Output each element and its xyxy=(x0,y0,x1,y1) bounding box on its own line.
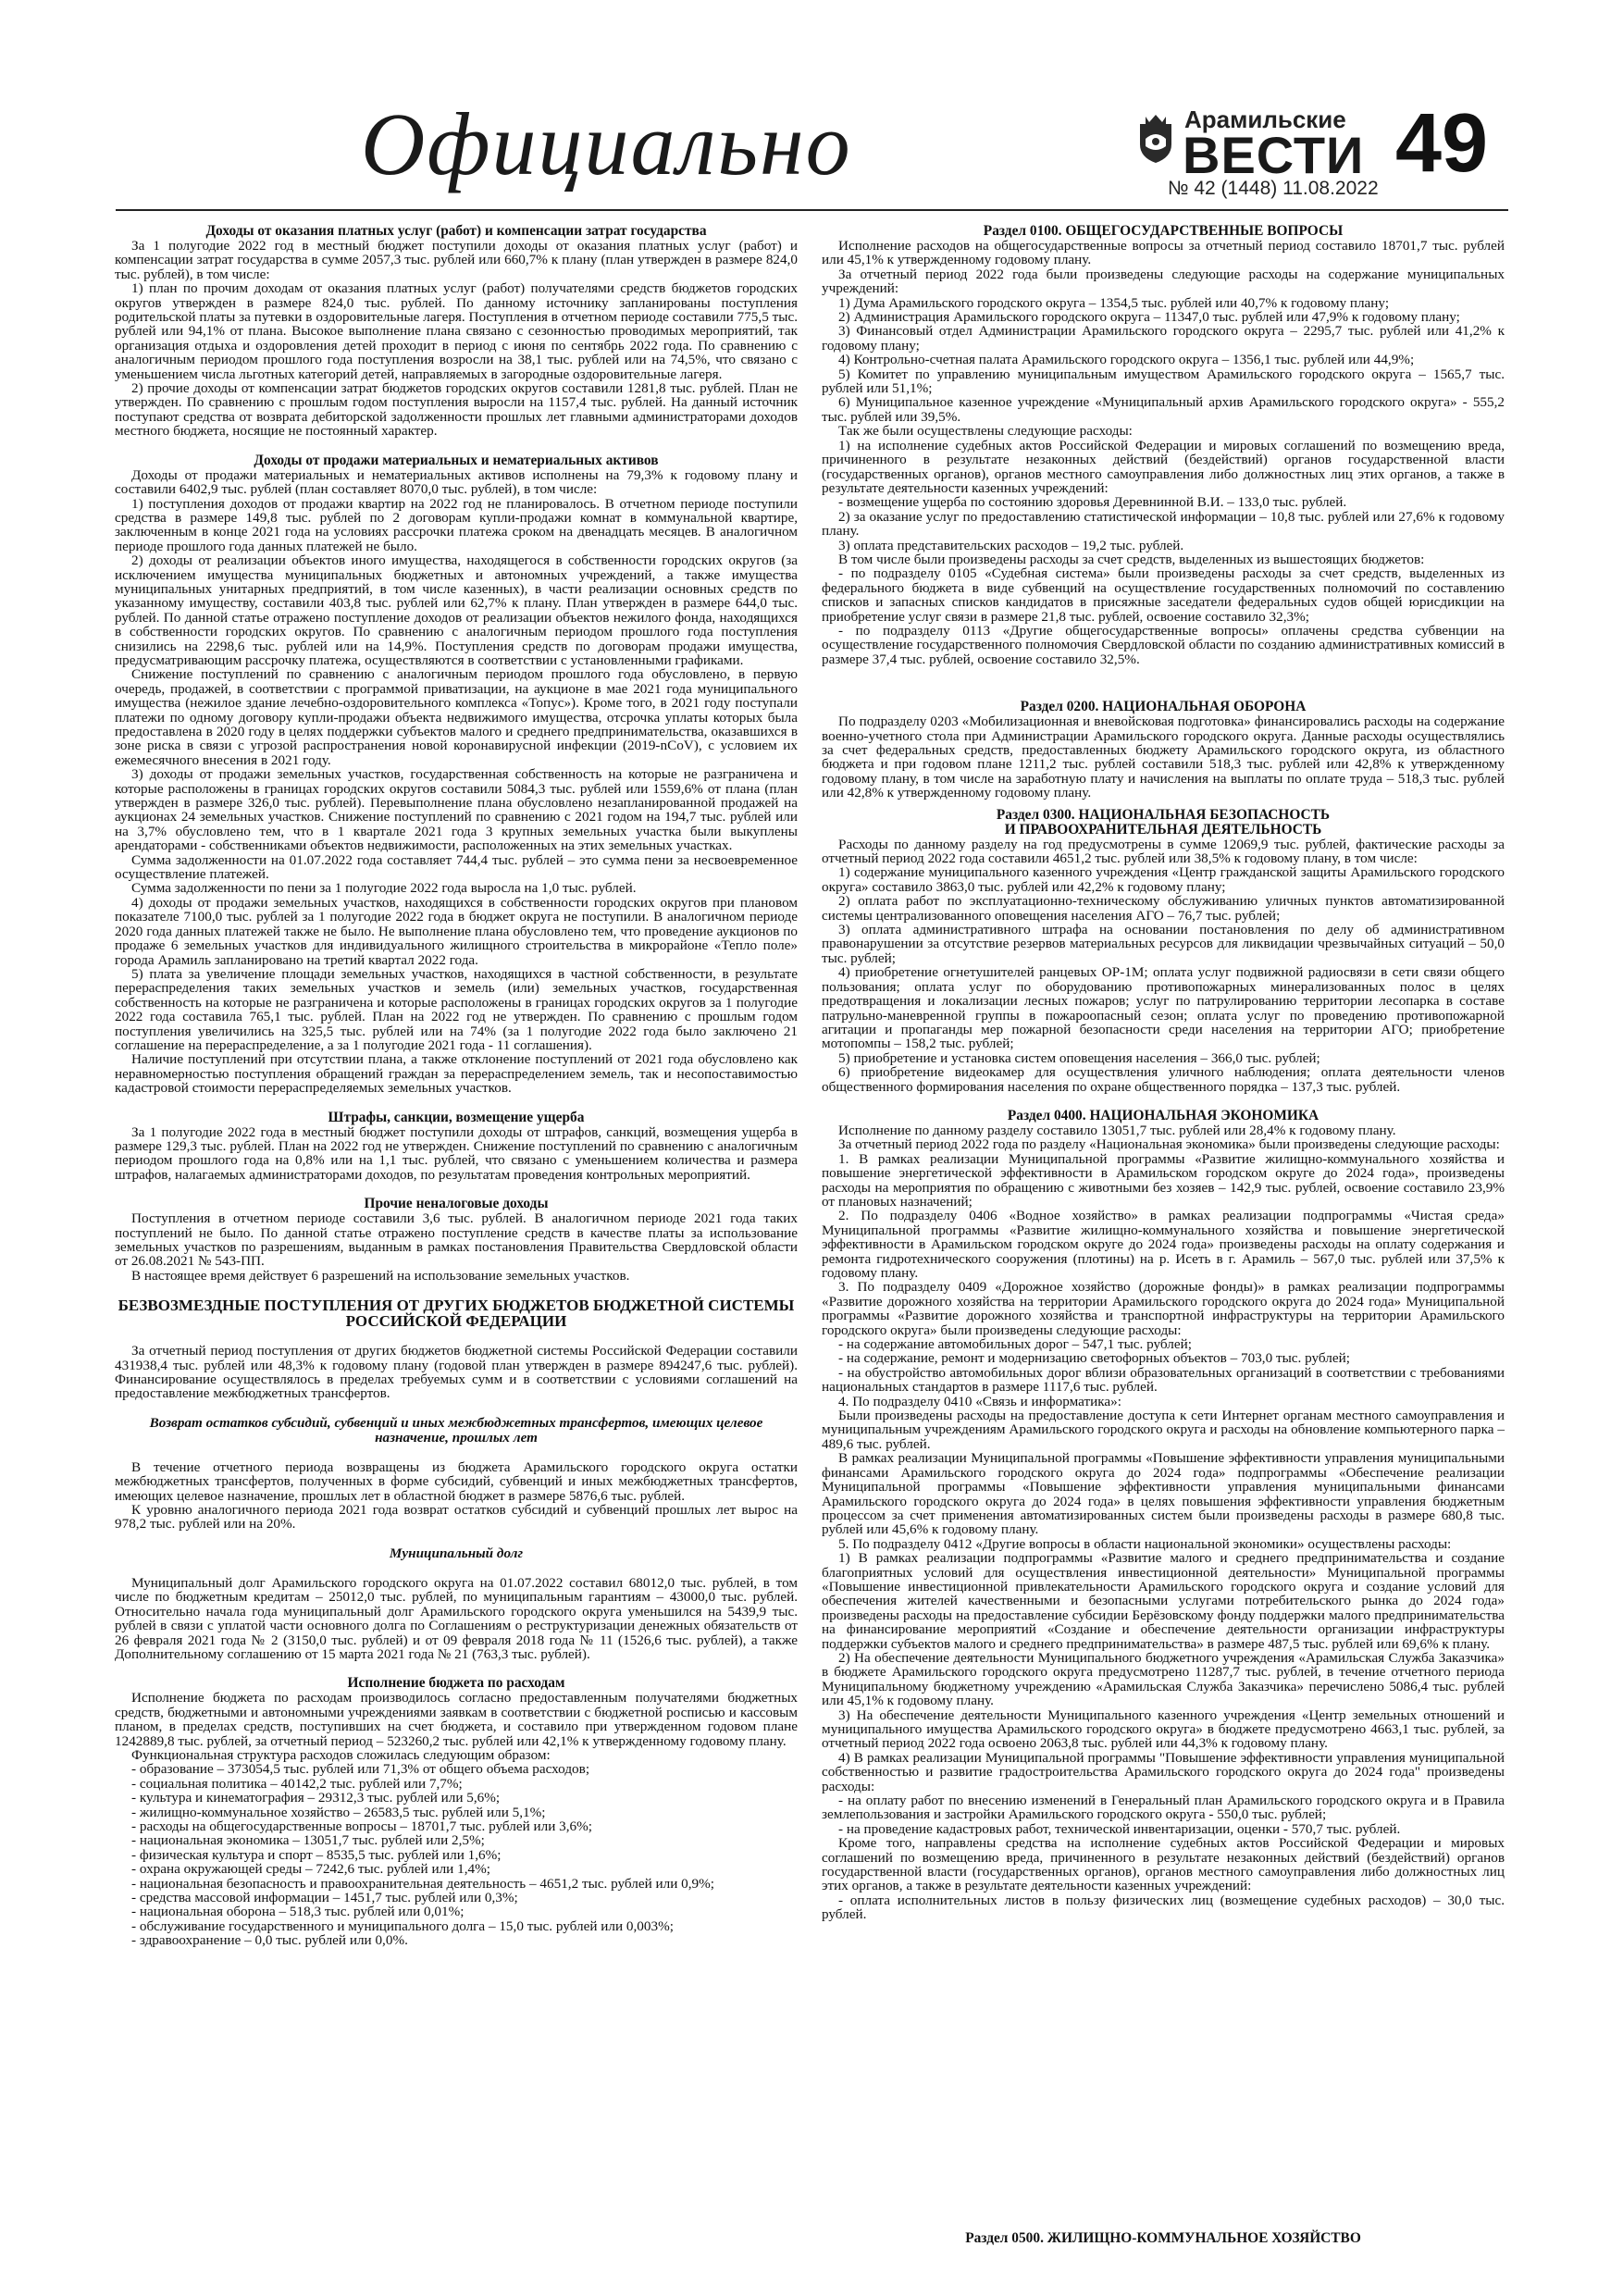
paragraph: 4) приобретение огнетушителей ранцевых ОР-1М; оплата услуг подвижной радиосвязи в сети связи общего пользования; оплата услуг по оборудованию противопожарных минерализованных полос в целях предотвращения и локализации лесных пожаров; услуг по патрулированию территории лесопарка в составе патрульно-маневренной группы в пожароопасный сезон; оплата услуг по проведению противопожарной агитации и пропаганды мер пожарной безопасности среди населения на территории АГО; приобретение мотопомпы – 158,2 тыс. рублей; xyxy=(822,964,1505,1052)
spacer xyxy=(115,1096,798,1111)
logo-main-text: ВЕСТИ xyxy=(1183,126,1365,184)
paragraph: - жилищно-коммунальное хозяйство – 26583,5 тыс. рублей или 5,1%; xyxy=(131,1804,546,1820)
right-column xyxy=(822,224,1505,1922)
paragraph: - средства массовой информации – 1451,7 тыс. рублей или 0,3%; xyxy=(131,1890,518,1905)
paragraph: - возмещение ущерба по состоянию здоровья Деревнинной В.И. – 133,0 тыс. рублей. xyxy=(838,494,1347,511)
section-heading: Раздел 0300. НАЦИОНАЛЬНАЯ БЕЗОПАСНОСТЬ xyxy=(996,806,1331,823)
section-heading: Раздел 0100. ОБЩЕГОСУДАРСТВЕННЫЕ ВОПРОСЫ xyxy=(983,223,1344,239)
paragraph: 1) поступления доходов от продажи квартир на 2022 год не планировалось. В отчетном периоде поступили средства в размере 149,8 тыс. рублей по 2 договорам купли-продажи комнат в коммунальной квартире, заключенным в конце 2021 года на условиях рассрочки платежа сроком на двенадцать месяцев. В аналогичном периоде прошлого года данных платежей не было. xyxy=(115,495,798,554)
paragraph: - социальная политика – 40142,2 тыс. рублей или 7,7%; xyxy=(131,1775,463,1792)
paragraph: За отчетный период 2022 года были произведены следующие расходы на содержание муниципальных учреждений: xyxy=(822,266,1505,297)
paragraph: - культура и кинематография – 29312,3 тыс. рублей или 5,6%; xyxy=(131,1790,501,1806)
paragraph: 2) за оказание услуг по предоставлению статистической информации – 10,8 тыс. рублей или 27,6% к годовому плану. xyxy=(822,508,1505,540)
paragraph: В рамках реализации Муниципальной программы «Повышение эффективности управления муниципальными финансами Арамильского городского округа до 2024 года» подпрограммы «Обеспечение реализации Муниципальной программы «Повышение эффективности управления муниципальными финансами Арамильского городского округа до 2024 года» в целях повышения эффективности управления бюджетным процессом за счет применения автоматизированных систем были произведены расходы в размере 680,8 тыс. рублей или 45,6% к годовому плану. xyxy=(822,1450,1505,1538)
paragraph: - национальная оборона – 518,3 тыс. рублей или 0,01%; xyxy=(131,1904,465,1920)
paragraph: За отчетный период поступления от других бюджетов бюджетной системы Российской Федерации составили 431938,4 тыс. рублей или 48,3% к годовому плану (годовой план утвержден в размере 894247,6 тыс. рублей). Финансирование осуществлялось в пределах требуемых сумм и в соответствии с условиями соглашений на предоставление межбюджетных трансфертов. xyxy=(115,1343,798,1402)
logo-top-text: Арамильские xyxy=(1184,105,1346,133)
left-column xyxy=(115,224,798,1948)
paragraph: Наличие поступлений при отсутствии плана, а также отклонение поступлений от 2021 года обусловлено как неравномерностью поступления обращений граждан за перераспределением земель, так и несопоставимостью кадастровой стоимости перераспределяемых земельных участков. xyxy=(115,1051,798,1097)
paragraph: 1. В рамках реализации Муниципальной программы «Развитие жилищно-коммунального хозяйства и повышение энергетической эффективности в Арамильском городском округе до 2024 года», произведены расходы на мероприятия по обращению с животными без хозяев – 142,9 тыс. рублей, освоение составило 23,9% от плановых назначений; xyxy=(822,1150,1505,1210)
paragraph: - по подразделу 0105 «Судебная система» были произведены расходы за счет средств, выделенных из федерального бюджета в виде субвенций на осуществление государственных полномочий по составлению списков и запасных списков кандидатов в присяжные заседатели федеральных судов общей юрисдикции на приобретение услуг связи в размере 21,8 тыс. рублей, освоение составило 32,3%; xyxy=(822,565,1505,625)
paragraph: Поступления в отчетном периоде составили 3,6 тыс. рублей. В аналогичном периоде 2021 года таких поступлений не было. По данной статье отражено поступление средств в качестве платы за использование земельных участков по разрешениям, выданным в рамках постановления Правительства Свердловской области от 26.08.2021 № 543-ПП. xyxy=(115,1210,798,1270)
section-heading: Раздел 0200. НАЦИОНАЛЬНАЯ ОБОРОНА xyxy=(1020,699,1307,715)
paragraph: Муниципальный долг Арамильского городского округа на 01.07.2022 составил 68012,0 тыс. рублей, в том числе по бюджетным кредитам – 25012,0 тыс. рублей, по муниципальным гарантиям – 43000,0 тыс. рублей. Относительно начала года муниципальный долг Арамильского городского округа уменьшился на 5439,9 тыс. рублей в связи с уплатой части основного долга по Соглашениям о реструктуризации денежных обязательств от 26 февраля 2021 года № 2 (3150,0 тыс. рублей) и от 09 февраля 2018 года № 11 (1526,6 тыс. рублей), а также Дополнительному соглашению от 15 марта 2021 года № 21 (763,3 тыс. рублей). xyxy=(115,1574,798,1662)
paragraph: 2) На обеспечение деятельности Муниципального бюджетного учреждения «Арамильская Служба Заказчика» в бюджете Арамильского городского округа предусмотрено 11287,7 тыс. рублей, в течение отчетного периода Муниципальному бюджетному учреждению «Арамильская Служба Заказчика» перечислено 5086,4 тыс. рублей или 45,1% к годовому плану. xyxy=(822,1649,1505,1709)
paragraph: 1) В рамках реализации подпрограммы «Развитие малого и среднего предпринимательства и создание благоприятных условий для осуществления инвестиционной деятельности» Муниципальной программы «Повышение инвестиционной привлекательности Арамильского городского округа и создание условий для обеспечения жителей качественными и безопасными услугами потребительского рынка до 2024 года» произведены расходы на предоставление субсидии Берёзовскому фонду поддержки малого предпринимательства на финансирование мероприятий «Создание и обеспечение деятельности организации инфраструктуры поддержки субъектов малого и среднего предпринимательства» в размере 487,5 тыс. рублей или 69,6% к плану. xyxy=(822,1550,1505,1652)
spacer xyxy=(822,1094,1505,1109)
paragraph: Кроме того, направлены средства на исполнение судебных актов Российской Федерации и мировых соглашений по возмещению вреда, причиненного в результате незаконных действий (бездействий) органов государственной власти (государственных органов), органов местного самоуправления либо должностных лиц этих органов, а также в результате деятельности казенных учреждений: xyxy=(822,1835,1505,1894)
page-header xyxy=(0,0,1623,213)
paragraph: В том числе были произведены расходы за счет средств, выделенных из вышестоящих бюджетов: xyxy=(838,551,1425,567)
paragraph: 3) доходы от продажи земельных участков, государственная собственность на которые не разграничена и которые расположены в границах городских округов составили 5084,3 тыс. рублей или 1559,6% от плана (план утвержден в размере 326,0 тыс. рублей). Перевыполнение плана обусловлено незапланированной продажей на аукционах 24 земельных участков. Снижение поступлений по сравнению с 2021 годом на 194,7 тыс. рублей или на 3,7% обусловлено тем, что в 1 квартале 2021 года 3 крупных земельных участка были выкуплены арендаторами - собственниками объектов недвижимости, расположенных на этих земельных участках. xyxy=(115,766,798,854)
section-heading: Раздел 0400. НАЦИОНАЛЬНАЯ ЭКОНОМИКА xyxy=(1007,1107,1319,1123)
section-heading: БЕЗВОЗМЕЗДНЫЕ ПОСТУПЛЕНИЯ ОТ ДРУГИХ БЮДЖЕТОВ БЮДЖЕТНОЙ СИСТЕМЫ РОССИЙСКОЙ ФЕДЕРАЦИИ xyxy=(118,1297,795,1331)
paragraph: - здравоохранение – 0,0 тыс. рублей или 0,0%. xyxy=(131,1932,408,1949)
spacer xyxy=(115,439,798,453)
section-heading: Штрафы, санкции, возмещение ущерба xyxy=(328,1109,585,1125)
paragraph: 4) Контрольно-счетная палата Арамильского городского округа – 1356,1 тыс. рублей или 44,9%; xyxy=(838,352,1415,368)
newspaper-logo xyxy=(1136,102,1365,185)
spacer xyxy=(115,1401,798,1416)
section-heading: Прочие неналоговые доходы xyxy=(364,1196,549,1212)
paragraph: 1) содержание муниципального казенного учреждения «Центр гражданской защиты Арамильского городского округа» составило 3863,0 тыс. рублей или 42,2% к годовому плану; xyxy=(822,864,1505,895)
paragraph: Снижение поступлений по сравнению с аналогичным периодом прошлого года обусловлено, в первую очередь, продажей, в соответствии с программой приватизации, на аукционе в мае 2021 года муниципального имущества (нежилое здание лечебно-оздоровительного комплекса «Топус»). Кроме того, в 2021 году поступали платежи по одному договору купли-продажи объекта недвижимого имущества, отсрочка уплаты которых была предоставлена в 2020 году в целях поддержки субъектов малого и среднего предпринимательства, оказавшихся в зоне риска в связи с угрозой распространения новой коронавирусной инфекции (2019-nCoV), с условием их ежемесячного внесения в 2021 году. xyxy=(115,666,798,768)
paragraph: 6) приобретение видеокамер для осуществления уличного наблюдения; оплата деятельности членов общественного формирования населения по охране общественного порядка – 137,3 тыс. рублей. xyxy=(822,1064,1505,1095)
paragraph: 3) На обеспечение деятельности Муниципального казенного учреждения «Центр земельных отношений и муниципального имущества Арамильского городского округа» в бюджете предусмотрено 4663,1 тыс. рублей, за отчетный период 2022 года освоено 2063,8 тыс. рублей или 44,3% к годовому плану. xyxy=(822,1706,1505,1752)
paragraph: 2) Администрация Арамильского городского округа – 11347,0 тыс. рублей или 47,9% к годовому плану; xyxy=(838,309,1460,326)
page-number: 49 xyxy=(1395,97,1489,190)
section-title: Официально xyxy=(361,94,852,193)
header-divider xyxy=(116,209,1508,211)
paragraph: - оплата исполнительных листов в пользу физических лиц (возмещение судебных расходов) – 30,0 тыс. рублей. xyxy=(822,1892,1505,1923)
paragraph: - национальная экономика – 13051,7 тыс. рублей или 2,5%; xyxy=(131,1832,485,1849)
paragraph: - на содержание, ремонт и модернизацию светофорных объектов – 703,0 тыс. рублей; xyxy=(838,1350,1350,1367)
paragraph: - на проведение кадастровых работ, технической инвентаризации, оценки - 570,7 тыс. рублей. xyxy=(838,1820,1401,1837)
paragraph: - охрана окружающей среды – 7242,6 тыс. рублей или 1,4%; xyxy=(131,1861,490,1878)
paragraph: За 1 полугодие 2022 год в местный бюджет поступили доходы от оказания платных услуг (работ) и компенсации затрат государства в сумме 2057,3 тыс. рублей или 660,7% к плану (план утвержден в размере 824,0 тыс. рублей), в том числе: xyxy=(115,238,798,282)
paragraph: 1) на исполнение судебных актов Российской Федерации и мировых соглашений по возмещению вреда, причиненного в результате незаконных действий (бездействий) органов государственной власти (государственных органов), органов местного самоуправления либо должностных лиц этих органов, а также в результате деятельности казенных учреждений: xyxy=(822,437,1505,496)
spacer xyxy=(115,1283,798,1297)
paragraph: Функциональная структура расходов сложилась следующим образом: xyxy=(131,1746,551,1763)
paragraph: 4) доходы от продажи земельных участков, находящихся в собственности городских округов при плановом показателе 7100,0 тыс. рублей за 1 полугодие 2022 года в бюджет округа не поступили. В аналогичном периоде 2020 года данных платежей также не было. Не выполнение плана обусловлено тем, что проведение аукционов по продаже 6 земельных участков для индивидуального жилищного строительства в микрорайоне «Тепло поле» города Арамиль запланировано на третий квартал 2022 года. xyxy=(115,894,798,968)
paragraph: Расходы по данному разделу на год предусмотрены в сумме 12069,9 тыс. рублей, фактические расходы за отчетный период 2022 года составили 4651,2 тыс. рублей или 38,5% к годовому плану, в том числе: xyxy=(822,836,1505,867)
paragraph: Исполнение расходов на общегосударственные вопросы за отчетный период составило 18701,7 тыс. рублей или 45,1% к утвержденному годовому плану. xyxy=(822,238,1505,268)
spacer xyxy=(115,1532,798,1546)
paragraph: Сумма задолженности по пени за 1 полугодие 2022 года выросла на 1,0 тыс. рублей. xyxy=(131,880,637,897)
paragraph: 3) Финансовый отдел Администрации Арамильского городского округа – 2295,7 тыс. рублей или 41,2% к годовому плану; xyxy=(822,323,1505,354)
section-heading: Возврат остатков субсидий, субвенций и иных межбюджетных трансфертов, имеющих целевое назначение, прошлых лет xyxy=(149,1414,763,1446)
paragraph: - национальная безопасность и правоохранительная деятельность – 4651,2 тыс. рублей или 0,9%; xyxy=(131,1875,715,1892)
paragraph: 6) Муниципальное казенное учреждение «Муниципальный архив Арамильского городского округа» - 555,2 тыс. рублей или 39,5%. xyxy=(822,394,1505,425)
paragraph: 1) план по прочим доходам от оказания платных услуг (работ) получателями средств бюджетов городских округов утвержден в размере 824,0 тыс. рублей. По данному источнику запланированы поступления родительской платы за путевки в оздоровительные лагеря. Поступления в отчетном периоде составили 775,5 тыс. рублей или 94,1% от плана. Высокое выполнение плана связано с сезонностью проводимых мероприятий, так организация отдыха и оздоровления детей проходит в период с июня по сентябрь 2022 года. По сравнению с аналогичным периодом прошлого года поступления возросли на 38,1 тыс. рублей или на 74,5%, что связано с уменьшением числа льготных категорий детей, направляемых в загородные оздоровительные лагеря. xyxy=(115,280,798,382)
spacer xyxy=(822,666,1505,700)
section-heading: Доходы от продажи материальных и нематериальных активов xyxy=(254,452,659,468)
paragraph: - физическая культура и спорт – 8535,5 тыс. рублей или 1,6%; xyxy=(131,1846,502,1863)
paragraph: В настоящее время действует 6 разрешений на использование земельных участков. xyxy=(131,1267,630,1284)
paragraph: 3) оплата представительских расходов – 19,2 тыс. рублей. xyxy=(838,537,1184,553)
paragraph: 2) доходы от реализации объектов иного имущества, находящегося в собственности городских округов (за исключением имущества муниципальных бюджетных и автономных учреждений, а также имущества муниципальных унитарных предприятий, в том числе казенных), в части реализации основных средств по указанному имуществу, составили 403,8 тыс. рублей или 62,7% к плану. План утвержден в размере 644,0 тыс. рублей. По данной статье отражено поступление доходов от реализации объектов нежилого фонда, находящихся в собственности городских округов. По сравнению с аналогичным периодом прошлого года поступления снизились на 2298,6 тыс. рублей или на 14,9%. Поступления средств по договорам продажи имущества, предусматривающим рассрочку платежа, осуществляются в соответствии с установленными графиками. xyxy=(115,552,798,668)
paragraph: За отчетный период 2022 года по разделу «Национальная экономика» были произведены следующие расходы: xyxy=(838,1136,1500,1153)
spacer xyxy=(115,1661,798,1676)
next-section-heading: Раздел 0500. ЖИЛИЩНО-КОММУНАЛЬНОЕ ХОЗЯЙСТВО xyxy=(965,2230,1361,2246)
paragraph: Доходы от продажи материальных и нематериальных активов исполнены на 79,3% к годовому плану и составили 6402,9 тыс. рублей (план составляет 8070,0 тыс. рублей), в том числе: xyxy=(115,466,798,498)
paragraph: - образование – 373054,5 тыс. рублей или 71,3% от общего объема расходов; xyxy=(131,1761,590,1778)
spacer xyxy=(115,1182,798,1197)
paragraph: Исполнение бюджета по расходам производилось согласно предоставленным получателями бюджетных средств, бюджетными и автономными учреждениями заявкам в соответствии с бюджетной росписью и кассовым планом, в пределах средств, поступивших на счет бюджета, и составило при утвержденном годовом плане 1242889,8 тыс. рублей, за отчетный период – 523260,2 тыс. рублей или 42,1% к утвержденному годовому плану. xyxy=(115,1690,798,1749)
paragraph: За 1 полугодие 2022 года в местный бюджет поступили доходы от штрафов, санкций, возмещения ущерба в размере 129,3 тыс. рублей. План на 2022 год не утвержден. Снижение поступлений по сравнению с аналогичным периодом прошлого года на 0,8% или на 1,1 тыс. рублей, что связано с уменьшением количества и размера штрафов, налагаемых администраторами доходов, по результатам проведения контрольных мероприятий. xyxy=(115,1123,798,1183)
paragraph: 4. По подразделу 0410 «Связь и информатика»: xyxy=(838,1393,1121,1409)
section-heading: Доходы от оказания платных услуг (работ) и компенсации затрат государства xyxy=(205,223,707,239)
paragraph: 5) приобретение и установка систем оповещения населения – 366,0 тыс. рублей; xyxy=(838,1049,1320,1066)
paragraph: Исполнение по данному разделу составило 13051,7 тыс. рублей или 28,4% к годовому плану. xyxy=(838,1122,1396,1138)
paragraph: - по подразделу 0113 «Другие общегосударственные вопросы» оплачены средства субвенции на осуществление государственного полномочия Свердловской области по созданию административных комиссий в размере 37,4 тыс. рублей, освоение составило 32,5%. xyxy=(822,622,1505,667)
section-heading: И ПРАВООХРАНИТЕЛЬНАЯ ДЕЯТЕЛЬНОСТЬ xyxy=(1004,821,1322,838)
paragraph: 3) оплата административного штрафа на основании постановления по делу об административном правонарушении за отсутствие резервов материальных ресурсов для ликвидации чрезвычайных ситуаций – 50,0 тыс. рублей; xyxy=(822,922,1505,966)
paragraph: Были произведены расходы на предоставление доступа к сети Интернет органам местного самоуправления и муниципальным учреждениям Арамильского городского округа и расходы на обновление компьютерного парка – 489,6 тыс. рублей. xyxy=(822,1408,1505,1452)
section-heading: Исполнение бюджета по расходам xyxy=(347,1675,565,1692)
paragraph: - на оплату работ по внесению изменений в Генеральный план Арамильского городского округа и в Правила землепользования и застройки Арамильского городского округа - 550,0 тыс. рублей; xyxy=(822,1793,1505,1823)
paragraph: Сумма задолженности на 01.07.2022 года составляет 744,4 тыс. рублей – это сумма пени за несвоевременное осуществление платежей. xyxy=(115,851,798,883)
paragraph: К уровню аналогичного периода 2021 года возврат остатков субсидий и субвенций прошлых лет вырос на 978,2 тыс. рублей или на 20%. xyxy=(115,1502,798,1533)
paragraph: - на обустройство автомобильных дорог вблизи образовательных организаций в соответствии с требованиями национальных стандартов в размере 1117,6 тыс. рублей. xyxy=(822,1364,1505,1396)
paragraph: 3. По подразделу 0409 «Дорожное хозяйство (дорожные фонды)» в рамках реализации подпрограммы «Развитие дорожного хозяйства на территории Арамильского городского округа до 2024 года» Муниципальной программы «Развитие дорожного хозяйства и транспортной инфраструктуры на территории Арамильского городского округа» были произведены следующие расходы: xyxy=(822,1279,1505,1338)
paragraph: - обслуживание государственного и муниципального долга – 15,0 тыс. рублей или 0,003%; xyxy=(131,1917,674,1934)
paragraph: 5. По подразделу 0412 «Другие вопросы в области национальной экономики» осуществлены расходы: xyxy=(838,1535,1452,1552)
paragraph: 2) прочие доходы от компенсации затрат бюджетов городских округов составили 1281,8 тыс. рублей. План не утвержден. По сравнению с прошлым годом поступления выросли на 1157,4 тыс. рублей. На данный источник поступают средства от возврата дебиторской задолженности прошлых лет главными администраторами доходов местного бюджета, носящие не постоянный характер. xyxy=(115,380,798,440)
paragraph: 5) плата за увеличение площади земельных участков, находящихся в частной собственности, в результате перераспределения таких земельных участков и земель (или) земельных участков, государственная собственность на которые не разграничена и которые расположены в границах городских округов за 1 полугодие 2022 года составила 765,1 тыс. рублей. План на 2022 год не утвержден. По сравнению с прошлым годом поступления увеличились на 325,5 тыс. рублей или на 74% (за 1 полугодие 2022 года было заключено 21 соглашение на перераспределение, а за 1 полугодие 2021 года - 11 соглашения). xyxy=(115,965,798,1053)
paragraph: 4) В рамках реализации Муниципальной программы "Повышение эффективности управления муниципальной собственностью и развитие градостроительства Арамильского городского округа до 2024 года" произведены расходы: xyxy=(822,1749,1505,1794)
paragraph: 2) оплата работ по эксплуатационно-техническому обслуживанию уличных пунктов автоматизированной системы централизованного оповещения населения АГО – 76,7 тыс. рублей; xyxy=(822,893,1505,924)
spacer xyxy=(115,1329,798,1344)
paragraph: - на содержание автомобильных дорог – 547,1 тыс. рублей; xyxy=(838,1336,1192,1353)
paragraph: 5) Комитет по управлению муниципальным имуществом Арамильского городского округа – 1565,7 тыс. рублей или 51,1%; xyxy=(822,366,1505,397)
coat-of-arms-icon xyxy=(1136,111,1175,165)
paragraph: 2. По подразделу 0406 «Водное хозяйство» в рамках реализации подпрограммы «Чистая среда» Муниципальной программы «Развитие жилищно-коммунального хозяйства и повышение энергетической эффективности в Арамильском городском округе до 2024 года» произведены расходы на оплату содержания и ремонта гидротехнического сооружения (плотины) на р. Исеть в г. Арамиль – 567,0 тыс. рублей или 37,5% к годовому плану. xyxy=(822,1208,1505,1281)
paragraph: Так же были осуществлены следующие расходы: xyxy=(838,423,1133,440)
paragraph: 1) Дума Арамильского городского округа – 1354,5 тыс. рублей или 40,7% к годовому плану; xyxy=(838,294,1390,311)
paragraph: По подразделу 0203 «Мобилизационная и вневойсковая подготовка» финансировались расходы на содержание военно-учетного стола при Администрации Арамильского городского округа. Данные расходы осуществлялись за счет федеральных средств, предоставленных бюджету Арамильского городского округа, из областного бюджета и при годовом плане 1211,2 тыс. рублей составили 518,3 тыс. рублей или 42,8% к утвержденному годовому плану, в том числе на заработную плату и начисления на выплаты по оплате труда – 518,3 тыс. рублей или 42,8% к утвержденному годовому плану. xyxy=(822,714,1505,801)
spacer xyxy=(115,1561,798,1576)
paragraph: - расходы на общегосударственные вопросы – 18701,7 тыс. рублей или 3,6%; xyxy=(131,1818,592,1834)
spacer xyxy=(115,1446,798,1460)
issue-number: № 42 (1448) 11.08.2022 xyxy=(1168,178,1379,199)
paragraph: В течение отчетного периода возвращены из бюджета Арамильского городского округа остатки межбюджетных трансфертов, полученных в форме субсидий, субвенций и иных межбюджетных трансфертов, имеющих целевое назначение, прошлых лет в областной бюджет в размере 5876,6 тыс. рублей. xyxy=(115,1458,798,1504)
section-heading: Муниципальный долг xyxy=(389,1545,524,1561)
